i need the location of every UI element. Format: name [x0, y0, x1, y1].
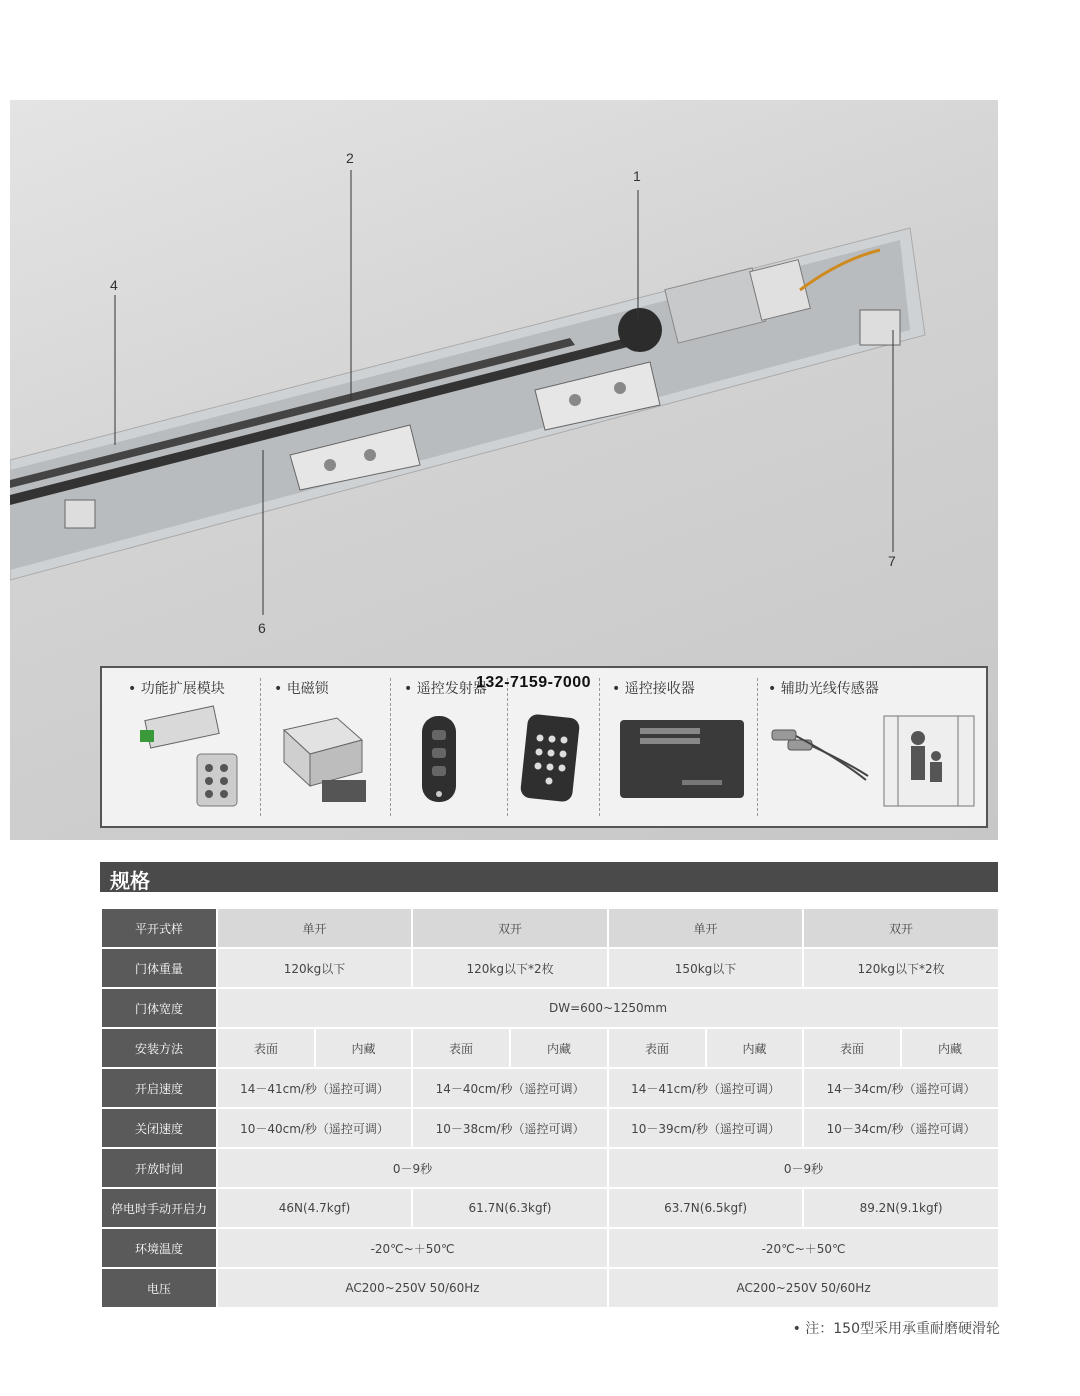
- table-row: [101, 948, 999, 988]
- row-header: 平开式样: [101, 908, 217, 948]
- magnetic-lock-icon: [262, 668, 388, 826]
- table-cell: 表面: [803, 1028, 901, 1068]
- accessory-label: • 电磁锁: [274, 681, 329, 697]
- row-header: 关闭速度: [101, 1108, 217, 1148]
- accessory-label: • 辅助光线传感器: [768, 681, 879, 697]
- accessory-remote-receiver: [600, 668, 756, 826]
- footnote: • 注：150型采用承重耐磨硬滑轮: [792, 1321, 1000, 1337]
- row-header: 安装方法: [101, 1028, 217, 1068]
- table-cell: 双开: [803, 908, 999, 948]
- table-cell: 14－40cm/秒（遥控可调）: [412, 1068, 608, 1108]
- table-cell: AC200~250V 50/60Hz: [217, 1268, 608, 1308]
- table-cell: 120kg以下*2枚: [803, 948, 999, 988]
- accessory-magnetic-lock: [262, 668, 388, 826]
- table-cell: 单开: [217, 908, 412, 948]
- spec-title: 规格: [110, 869, 150, 893]
- table-cell: 表面: [217, 1028, 315, 1068]
- callout-7: 7: [888, 553, 896, 569]
- table-cell: 0－9秒: [217, 1148, 608, 1188]
- table-row: [101, 1068, 999, 1108]
- remote-receiver-icon: [600, 668, 756, 826]
- row-header: 门体宽度: [101, 988, 217, 1028]
- row-header: 停电时手动开启力: [101, 1188, 217, 1228]
- row-header: 环境温度: [101, 1228, 217, 1268]
- accessory-label: • 遥控发射器: [404, 681, 487, 697]
- accessory-label: • 遥控接收器: [612, 681, 695, 697]
- table-cell: 46N(4.7kgf): [217, 1188, 412, 1228]
- table-cell: 10－39cm/秒（遥控可调）: [608, 1108, 803, 1148]
- table-cell: 0－9秒: [608, 1148, 999, 1188]
- table-cell: 10－40cm/秒（遥控可调）: [217, 1108, 412, 1148]
- table-cell: 120kg以下*2枚: [412, 948, 608, 988]
- table-cell: 内藏: [901, 1028, 999, 1068]
- accessory-photo-sensor: [758, 668, 986, 826]
- table-row: [101, 1108, 999, 1148]
- row-header: 开放时间: [101, 1148, 217, 1188]
- table-row: [101, 1228, 999, 1268]
- spec-table: [100, 907, 1000, 1309]
- table-cell: -20℃~＋50℃: [217, 1228, 608, 1268]
- table-cell: 表面: [608, 1028, 706, 1068]
- table-cell: DW=600~1250mm: [217, 988, 999, 1028]
- table-cell: AC200~250V 50/60Hz: [608, 1268, 999, 1308]
- table-cell: 89.2N(9.1kgf): [803, 1188, 999, 1228]
- table-cell: 14－41cm/秒（遥控可调）: [608, 1068, 803, 1108]
- table-row: [101, 908, 999, 948]
- table-cell: -20℃~＋50℃: [608, 1228, 999, 1268]
- table-cell: 63.7N(6.5kgf): [608, 1188, 803, 1228]
- table-cell: 120kg以下: [217, 948, 412, 988]
- table-cell: 10－34cm/秒（遥控可调）: [803, 1108, 999, 1148]
- photo-sensor-icon: [758, 668, 986, 826]
- table-row: [101, 1148, 999, 1188]
- row-header: 门体重量: [101, 948, 217, 988]
- table-cell: 单开: [608, 908, 803, 948]
- table-cell: 14－34cm/秒（遥控可调）: [803, 1068, 999, 1108]
- table-row: [101, 1268, 999, 1308]
- table-cell: 14－41cm/秒（遥控可调）: [217, 1068, 412, 1108]
- phone-number: 132-7159-7000: [476, 674, 592, 691]
- callout-1: 1: [633, 168, 641, 184]
- callout-4: 4: [110, 277, 118, 293]
- table-cell: 10－38cm/秒（遥控可调）: [412, 1108, 608, 1148]
- table-cell: 内藏: [706, 1028, 803, 1068]
- row-header: 开启速度: [101, 1068, 217, 1108]
- table-cell: 内藏: [510, 1028, 608, 1068]
- callout-2: 2: [346, 150, 354, 166]
- table-cell: 内藏: [315, 1028, 412, 1068]
- table-row: [101, 1028, 999, 1068]
- callout-6: 6: [258, 620, 266, 636]
- table-row: [101, 1188, 999, 1228]
- expansion-module-icon: [102, 668, 258, 826]
- spec-header: [100, 862, 998, 892]
- table-cell: 150kg以下: [608, 948, 803, 988]
- table-cell: 双开: [412, 908, 608, 948]
- table-cell: 61.7N(6.3kgf): [412, 1188, 608, 1228]
- accessory-expansion-module: [102, 668, 258, 826]
- table-row: [101, 988, 999, 1028]
- row-header: 电压: [101, 1268, 217, 1308]
- accessory-label: • 功能扩展模块: [128, 681, 225, 697]
- table-cell: 表面: [412, 1028, 510, 1068]
